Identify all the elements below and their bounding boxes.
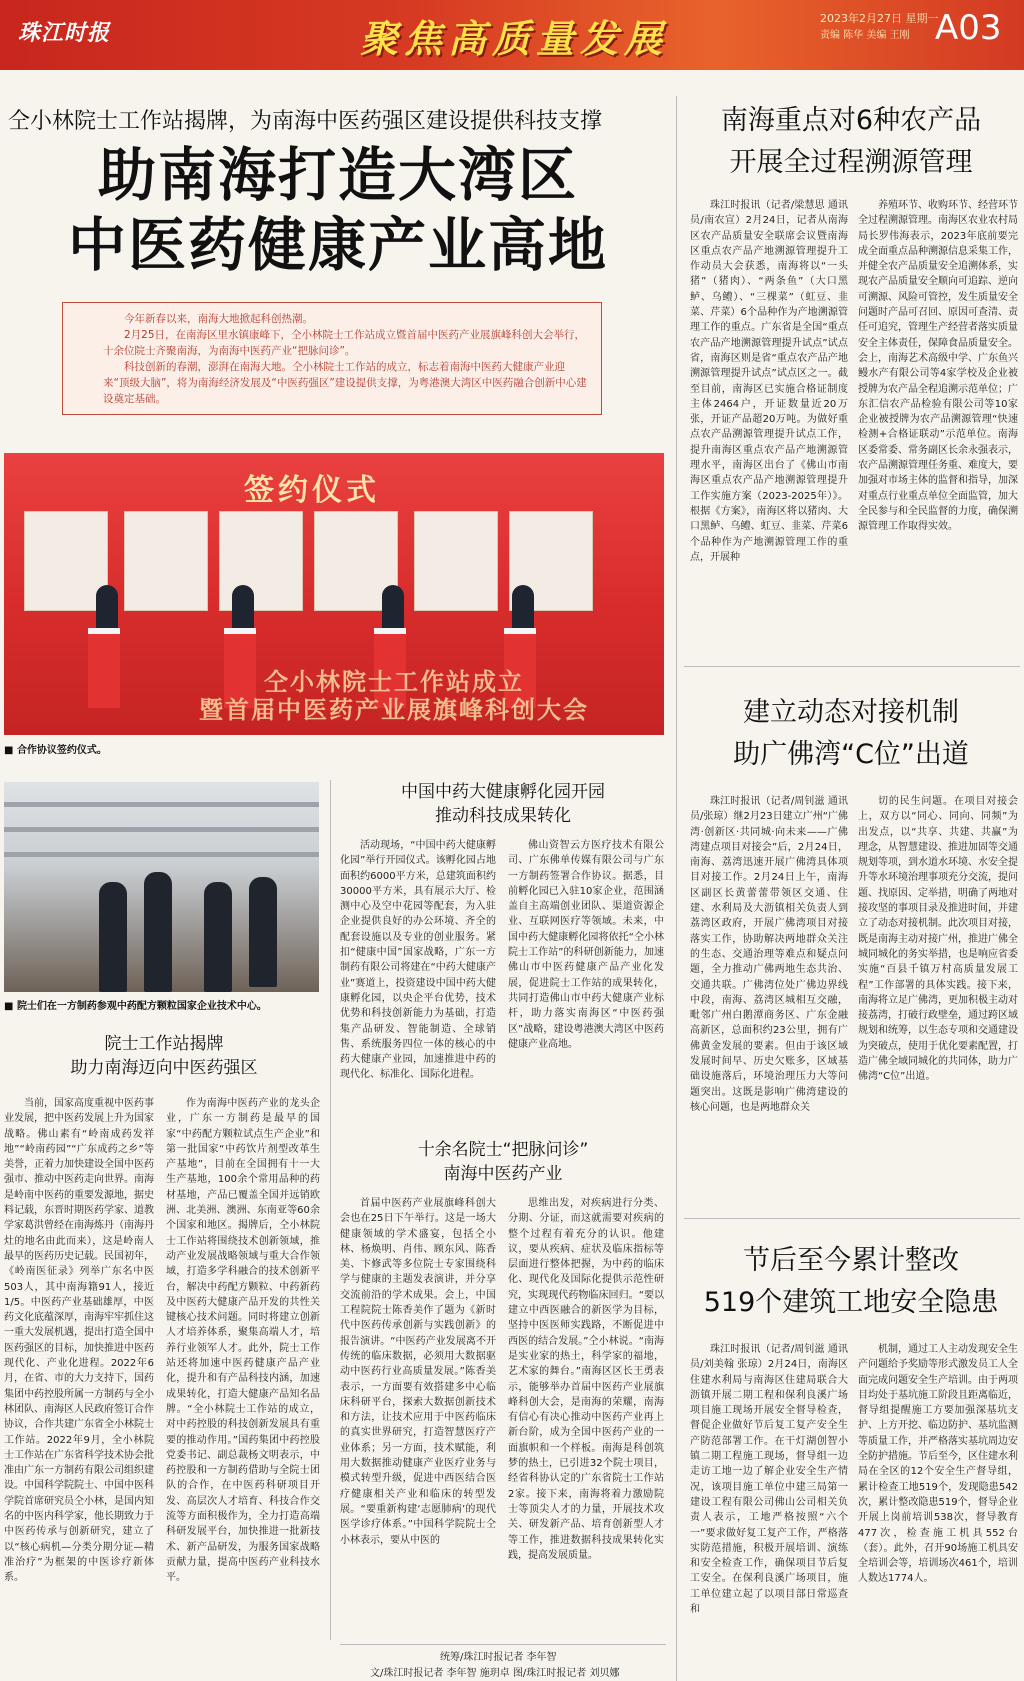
- signing-board: [414, 511, 498, 611]
- right-article-headline: [684, 692, 1018, 776]
- article-title-line-2: 助力南海迈向中医药强区: [70, 1058, 258, 1078]
- article-body-text: 当前，国家高度重视中医药事业发展，把中医药发展上升为国家战略。佛山素有“岭南成药发祥地”“岭南药园”“广东成药之乡”等美誉，正着力加快建设全国中医药强市、推动中医药走向世界。南海是岭南中医药的重要发源地，据史料记载，东晋时期医药学家、道教学家葛洪曾经在南海炼丹（南海丹灶的地名由此而来），这是岭南人最早的医药历史记载。民国初年，《岭南医征录》列举广东名中医503人，其中南海籍91人，接近1/5。中医药产业基础雄厚，中医药文化底蕴深厚，南海牢牢抓住这一重大发展机遇，提出打造全国中医药强区的目标，加快推进中医药现代化、产业化进程。2022年6月，在省、市的大力支持下，国药集团中药控股所属一方制药与全小林团队、南海区人民政府签订合作协议，合作共建广东省全小林院士工作站。2022年9月，全小林院士工作站在广东省科学技术协会批准由广东一方制药有限公司组织建设。中国科学院院士、中国中医科学院首席研究员仝小林，是国内知名的中医内科学家，他长期致力于中医药传承与创新研究，建立了以“核心病机—分类分期分证—精准治疗”为框架的中医诊疗新体系。: [4, 1098, 154, 1584]
- article-title-line-2: 推动科技成果转化: [435, 806, 571, 826]
- article-body-text: 佛山资智云方医疗技术有限公司、广东佛单传媒有限公司与广东一方制药签署合作协议。据悉，目前孵化园已入驻10家企业，范围涵盖自主高端创业团队、渠道资源企业、互联网医疗等领域。未来，中国中药大健康孵化园将依托“仝小林院士工作站”的科研创新能力，加速佛山市中医药健康产品产业化发展，促进院士工作站的成果转化，共同打造佛山市中药大健康产业标杆，助力落实南海区“中医药强区”战略，建设粤港澳大湾区中医药健康产业高地。: [508, 840, 664, 1050]
- signing-ceremony-photo: [4, 453, 664, 735]
- article-body-column: [690, 198, 848, 634]
- footer-divider: [340, 1644, 666, 1645]
- event-banner: [124, 668, 664, 724]
- article-body-text: 作为南海中医药产业的龙头企业，广东一方制药是最早的国家“中药配方颗粒试点生产企业”和第一批国家“中药饮片剂型改革生产基地”，目前在全国拥有十一大生产基地，100余个常用品种的药材基地，产品已覆盖全国并远销欧洲、北美洲、澳洲、东南亚等60余个国家和地区。揭牌后，仝小林院士工作站将围绕技术创新领域，推动产业发展战略领域与重大合作领域，打造多学科融合的技术创新平台，解决中药配方颗粒、中药新药及中医药大健康产品开发的共性关键核心技术问题。同时将建立创新人才培养体系，聚集高端人才，培养行业领军人才。此外，院士工作站还将加速中医药健康产品产业化，提升和有产品科技内涵，加速成果转化，打造大健康产品知名品牌。“全小林院士工作站的成立，对中药控股的科技创新发展具有重要的推动作用。”国药集团中药控股党委书记、副总裁杨文明表示，中药控股和一方制药借助与全院士团队的合作，在中医药科研项目开发、高层次人才培育、科技合作交流等方面积极作为，全力打造高端科研发展平台，加快推进一批新技术、新产品研发，为服务国家战略贡献力量，提高中医药产业科技水平。: [166, 1098, 320, 1584]
- event-banner-line-1: 仝小林院士工作站成立: [264, 668, 524, 696]
- article-body-column: [690, 1342, 848, 1678]
- article-body-text: 珠江时报讯（记者/周钊滋 通讯员/刘美翰 张琼）2月24日，南海区住建水利局与南海区住建局联合大沥镇开展二期工程和保利良溪广场项目施工现场开展安全督导检查，督促企业做好节后复工复产安全生产防范部署工作。在干灯湖创智小镇二期工程施工现场，督导组一边走访工地一边了解企业安全生产情况，该项目施工单位中建三局第一建设工程有限公司佛山公司相关负责人表示，工地严格按照“六个一”要求做好复工复产工作，严格落实防范措施，积极开展培训、演练和安全检查工作，确保项目节后复工安全。在保利良溪广场项目，施工单位建立起了以项目部日常巡查和: [690, 1344, 848, 1616]
- shelf: [4, 827, 319, 832]
- article-body-column: [690, 794, 848, 1198]
- article-body-text: 养殖环节、收购环节、经营环节全过程溯源管理。南海区农业农村局局长罗伟海表示，2023年底前要完成全面重点品种溯源信息采集工作，并健全农产品质量安全追溯体系，实现农产品质量安全顺向可追踪、逆向可溯源、风险可管控，发生质量安全问题时产品可召回、原因可查清、责任可追究，管理生产经营者落实质量安全主体责任，保障食品质量安全。会上，南海艺术高级中学、广东鱼兴鳗水产有限公司等4家学校及企业被授牌为农产品全程追溯示范单位；广东汇信农产品检验有限公司等10家企业被授牌为农产品溯源管理“快速检测+合格证联动”示范单位。南海区委常委、常务副区长余永强表示，农产品溯源管理任务重、难度大，要加强对市场主体的监督和指导，加深对重点行业重点单位全面监管，加大全民参与和全民监督的力度，确保溯源管理工作取得实效。: [858, 200, 1018, 533]
- article-title-line-1: 院士工作站揭牌: [104, 1034, 224, 1054]
- right-headline-line-2: 助广佛湾“C位”出道: [733, 739, 969, 770]
- column-divider: [330, 780, 331, 1640]
- coordinator-credit: 统筹/珠江时报记者 李年智: [440, 1652, 557, 1663]
- photo-text-credit: 文/珠江时报记者 李年智 施玥卓 图/珠江时报记者 刘贝娜: [370, 1668, 620, 1679]
- article-body-text: 机制，通过工人主动发现安全生产问题给予奖励等形式激发员工人全面完成问题安全生产培训。由于两项目均处于基坑施工阶段且距离临近，督导组提醒施工方要加强深基坑支护、上方开挖、临边防护、基坑监测等质量工作，并严格落实基坑周边安全防护措施。节后至今，区住建水利局在全区的12个安全生产督导组，累计检查工地519个，发现隐患542次，累计整改隐患519个，督导企业开展上岗前培训538次，督导教育477次，检查施工机具552台（套）。此外，召开90场施工机具安全培训会等，培训场次461个，培训人数达1774人。: [858, 1344, 1018, 1585]
- article-body-column: [858, 794, 1018, 1198]
- stage-title: 签约仪式: [244, 473, 380, 508]
- article-title-line-1: 中国中药大健康孵化园开园: [401, 782, 605, 802]
- article-body-text: 切的民生问题。在项目对接会上，双方以“同心、同向、同频”为出发点，以“共享、共建、共赢”为理念，从智慧建设、推进加固等交通规划等项，到水道水环境、水安全提升等水环境治理事项充分交流，提问题、找原因、定举措，明确了两地对接攻坚的事项目录及推进时间，并建立了动态对接机制。此次项目对接，既是南海主动对接广州，推进广佛全城同城化的务实举措，也是响应省委实施“百县千镇万村高质量发展工程”工作部署的具体实践。接下来，南海将立足广佛湾，更加积极主动对接荔湾，打破行政壁垒，通过跨区域规划和统筹，以生态专项和交通建设为突破点，使用于优化要素配置，打造广佛全域同城化的共同体，助力广佛湾“C位”出道。: [858, 796, 1018, 1083]
- right-headline-line-1: 南海重点对6种农产品: [720, 105, 982, 136]
- right-headline-line-2: 519个建筑工地安全隐患: [703, 1287, 999, 1318]
- photo-caption: ■ 院士们在一方制药参观中药配方颗粒国家企业技术中心。: [4, 997, 324, 1012]
- lead-headline: [8, 140, 668, 280]
- article-body-column: [340, 1196, 496, 1636]
- lead-headline-line-2: 中医药健康产业高地: [67, 211, 608, 279]
- article-divider: [684, 1218, 1020, 1219]
- visitor-figure: [204, 882, 232, 992]
- article-body-column: [858, 198, 1018, 634]
- photo-caption: ■ 合作协议签约仪式。: [4, 741, 107, 756]
- visitor-figure: [99, 882, 127, 992]
- article-title: [340, 780, 666, 828]
- signing-board: [124, 511, 208, 611]
- shelf: [4, 802, 319, 807]
- lead-intro-box: [62, 302, 602, 415]
- page-number: A03: [935, 8, 1002, 48]
- right-article-headline: [684, 100, 1018, 184]
- lead-intro-paragraph: 2月25日，在南海区里水镇康峰下，仝小林院士工作站成立暨首届中医药产业展旗峰科创大会举行，十余位院士齐聚南海，为南海中医药产业“把脉问诊”。: [103, 329, 586, 357]
- right-headline-line-1: 节后至今累计整改: [743, 1245, 959, 1276]
- column-divider: [676, 96, 677, 1681]
- event-banner-line-2: 暨首届中医药产业展旗峰科创大会: [199, 696, 589, 724]
- article-title-line-1: 十余名院士“把脉问诊”: [417, 1140, 589, 1160]
- article-divider: [684, 666, 1020, 667]
- article-body-column: [508, 1196, 664, 1636]
- section-title: 聚焦高质量发展: [360, 17, 669, 61]
- lead-kicker: 仝小林院士工作站揭牌，为南海中医药强区建设提供科技支撑: [8, 109, 603, 134]
- exhibit-visit-photo: [4, 782, 319, 992]
- article-body-text: 珠江时报讯（记者/梁慧思 通讯员/南农宣）2月24日，记者从南海区农产品质量安全联席会议暨南海区重点农产品产地溯源管理提升工作动员大会获悉，南海将以“一头猪”（猪肉）、“两条鱼”（大口黑鲈、乌鳢）、“三棵菜”（虹豆、韭菜、芹菜）6个品种作为产地溯源管理工作的重点。广东省是全国“重点农产品产地溯源管理提升试点”试点省，南海区则是省“重点农产品产地溯源管理提升试点”试点区之一。截至目前，南海区已实施合格证制度主体2464户，开证数量近20万张，开证产品超20万吨。为做好重点农产品溯源管理提升试点工作，提升南海区重点农产品产地溯源管理水平，南海区出台了《佛山市南海区重点农产品产地溯源管理提升工作实施方案（2023-2025年）》。根据《方案》，南海区将以猪肉、大口黑鲈、乌鳢、虹豆、韭菜、芹菜6个品种作为产地溯源管理工作的重点，开展种: [690, 200, 848, 563]
- lead-intro-paragraph: 今年新春以来，南海大地掀起科创热潮。: [124, 313, 313, 325]
- issue-date: 2023年2月27日 星期一: [820, 12, 939, 25]
- right-headline-line-2: 开展全过程溯源管理: [729, 147, 973, 178]
- visitor-figure: [249, 877, 277, 987]
- right-article-headline: [684, 1240, 1018, 1324]
- shelf: [4, 852, 319, 857]
- article-title: [340, 1138, 666, 1186]
- right-headline-line-1: 建立动态对接机制: [743, 697, 959, 728]
- article-body-text: 活动现场，“中国中药大健康孵化园”举行开园仪式。该孵化园占地面积约6000平方米，总建筑面积约30000平方米，具有展示大厅、检测中心及空中花园等配套，为入驻企业提供良好的办公环境、齐全的配套设施以及专业的创业服务。紧扣“健康中国”国家战略，广东一方制药有限公司将建在“中药大健康产业”赛道上，投资建设中国中药大健康孵化园，以央企平台优势，技术优势和科技创新能力为基础，打造集产品研发、智能制造、全球销售、系统服务四位一体的核心的中药大健康产业园，加速推进中药的现代化、标准化、国际化进程。: [340, 840, 496, 1081]
- article-body-text: 首届中医药产业展旗峰科创大会也在25日下午举行。这是一场大健康领域的学术盛宴，包括仝小林、杨焕明、肖伟、顾东风、陈香美、卞修武等多位院士专家围绕科学与健康的主题发表演讲，并分享交流前沿的学术成果。会上，中国工程院院士陈香美作了题为《新时代中医药传承创新与实践创新》的报告演讲。“中医药产业发展离不开传统的临床数据，必须用大数据驱动中医药行业高质量发展。”陈香美表示，一方面要有效搭建多中心临床科研平台，探索大数据创新技术和方法，让技术应用于中医药临床的真实世界研究，打造智慧医疗产业体系；另一方面，技术赋能，利用大数据推动健康产业医疗业务与模式转型升级，促进中西医结合医疗健康相关产业和临床的转型发展。“要重新构建‘志愿肺病’的现代医学诊疗体系。”中国科学院院士仝小林表示，要从中医的: [340, 1198, 496, 1546]
- podium: [88, 628, 120, 708]
- visitor-figure: [144, 872, 172, 992]
- article-title: [4, 1032, 324, 1080]
- article-body-text: 珠江时报讯（记者/周钊滋 通讯员/张琼）继2月23日建立广州“广佛湾·创新区·共同城·向未来——广佛湾建点项目对接会”后，2月24日，南海、荔湾迅速开展广佛湾具体项目对接工作。2月24日上午，南海区副区长黄蕾蕾带领区交通、住建、水利局及大沥镇相关负责人到荔湾区政府，开展广佛湾项目对接落实工作，协助解决两地群众关注的生态、交通治理等难点和疑点问题，全力推动广佛两地生态共治、交通共联。广佛湾位处广佛边界线中段，南海、荔湾区城相互交融，毗邻广州白鹅潭商务区、广东金融高新区，总面积约23公里，拥有广佛黄金发展的要素。但由于该区域发展时间早、历史欠账多，区域基础设施落后，环境治理压力大等问题突出。这既是影响广佛湾建设的核心问题，也是两地群众关: [690, 796, 848, 1113]
- article-body-column: [858, 1342, 1018, 1678]
- article-title-line-2: 南海中医药产业: [443, 1164, 563, 1184]
- article-body-column: [340, 838, 496, 1128]
- article-body-column: [508, 838, 664, 1128]
- editor-line: 责编 陈华 美编 王刚: [820, 30, 910, 41]
- article-body-column: [4, 1096, 154, 1681]
- article-body-column: [166, 1096, 320, 1681]
- lead-intro-paragraph: 科技创新的春潮，澎湃在南海大地。仝小林院士工作站的成立，标志着南海中医药大健康产业迎来“顶级大脑”，将为南海经济发展及“中医药强区”建设提供支撑，为粤港澳大湾区中医药融合创新中心建设奠定基础。: [103, 361, 587, 405]
- masthead: [0, 0, 1024, 70]
- lead-headline-line-1: 助南海打造大湾区: [97, 141, 578, 209]
- article-body-text: 思维出发，对疾病进行分类、分期、分证，而这就需要对疾病的整个过程有着充分的认识。他建议，要从疾病、症状及临床指标等层面进行整体把握，为中药的临床化、现代化及国际化提供示范性研究，实现现代药物临床回归。“要以建立中西医融合的新医学为目标，坚持中医医师实践路，不断促进中西医的结合发展。”仝小林说。“南海是实业家的热土，科学家的福地，艺术家的舞台。”南海区区长王勇表示，能够举办首届中医药产业展旗峰科创大会，是南海的荣耀，南海有信心有决心推动中医药产业再上新台阶，成为全国中医药产业的一面旗帜和一个样板。南海是科创筑梦的热土，已引进32个院士项目，经省科协认定的广东省院士工作站2家。接下来，南海将着力激励院士等顶尖人才的力量，开展技术攻关、研发新产品、培育创新型人才等工作，推进数据科技成果转化实践，提高发展质量。: [508, 1198, 664, 1561]
- paper-name: 珠江时报: [18, 20, 111, 46]
